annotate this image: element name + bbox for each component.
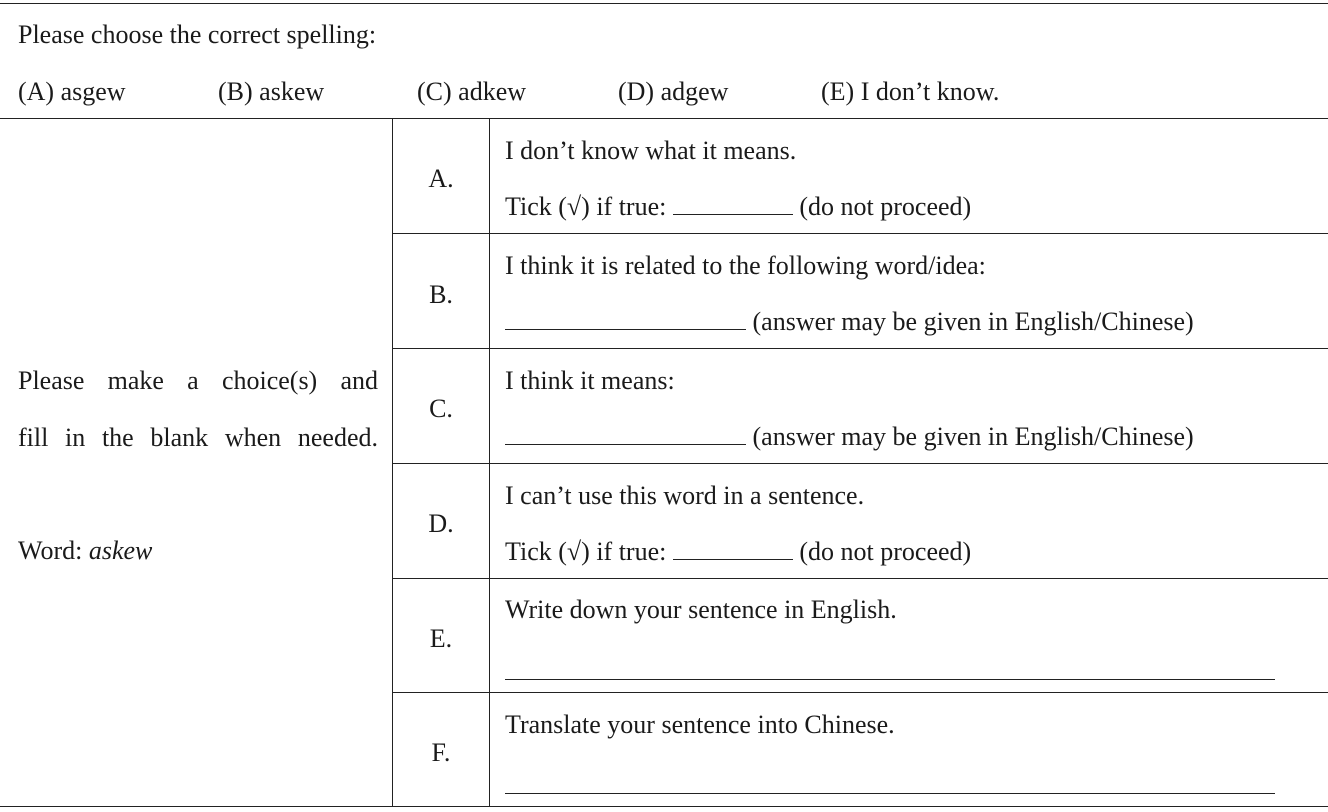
instruction-word: make: [107, 366, 164, 395]
answer-note: (answer may be given in English/Chinese): [746, 422, 1194, 451]
row-d-tick-line: [505, 539, 971, 565]
top-rule: [0, 3, 1328, 4]
tick-prompt: Tick (√) if true:: [505, 537, 673, 566]
row-b-answer-line: [505, 309, 1194, 335]
instruction-word: in: [65, 423, 86, 452]
instruction-word: fill: [18, 423, 49, 452]
spelling-option-d[interactable]: (D) adgew: [618, 77, 729, 106]
row-c-answer-line: [505, 424, 1194, 450]
row-label-b: B.: [429, 280, 453, 309]
header-separator-rule: [0, 118, 1328, 119]
target-word: [18, 538, 152, 564]
instruction-word: needed.: [297, 423, 378, 452]
spelling-option-c[interactable]: (C) adkew: [417, 77, 527, 106]
instruction-word: and: [340, 366, 378, 395]
row-d-statement: I can’t use this word in a sentence.: [505, 481, 865, 510]
row-e-statement: Write down your sentence in English.: [505, 595, 897, 624]
row-separator-d-e: [392, 578, 1328, 579]
row-separator-c-d: [392, 463, 1328, 464]
word-label: Word:: [18, 536, 89, 565]
row-label-d: D.: [428, 509, 454, 538]
row-label-c: C.: [429, 394, 453, 423]
spelling-option-e[interactable]: (E) I don’t know.: [821, 77, 1000, 106]
tick-blank[interactable]: [673, 558, 793, 560]
row-a-tick-line: [505, 194, 971, 220]
spelling-option-b[interactable]: (B) askew: [218, 77, 325, 106]
instruction-word: blank: [150, 423, 209, 452]
row-label-a: A.: [428, 164, 454, 193]
spelling-option-a[interactable]: (A) asgew: [18, 77, 126, 106]
instructions-line-1: [18, 368, 378, 394]
row-c-statement: I think it means:: [505, 366, 675, 395]
instruction-word: the: [101, 423, 134, 452]
answer-blank[interactable]: [505, 328, 746, 330]
instruction-word: a: [187, 366, 199, 395]
english-sentence-blank[interactable]: [505, 679, 1275, 680]
row-label-e: E.: [429, 624, 453, 653]
answer-blank[interactable]: [505, 443, 746, 445]
row-label-f: F.: [431, 738, 451, 767]
instruction-word: Please: [18, 366, 85, 395]
tick-blank[interactable]: [673, 213, 793, 215]
chinese-sentence-blank[interactable]: [505, 793, 1275, 794]
spelling-prompt: Please choose the correct spelling:: [18, 20, 377, 49]
word-value: askew: [88, 536, 153, 565]
answer-note: (answer may be given in English/Chinese): [746, 307, 1194, 336]
row-separator-b-c: [392, 348, 1328, 349]
row-a-statement: I don’t know what it means.: [505, 136, 797, 165]
instruction-word: choice(s): [221, 366, 318, 395]
tick-prompt: Tick (√) if true:: [505, 192, 673, 221]
row-separator-e-f: [392, 692, 1328, 693]
instruction-word: when: [224, 423, 282, 452]
row-f-statement: Translate your sentence into Chinese.: [505, 710, 895, 739]
bottom-rule: [0, 806, 1328, 807]
tick-note: (do not proceed): [792, 192, 972, 221]
row-b-statement: I think it is related to the following word/idea:: [505, 251, 986, 280]
row-separator-a-b: [392, 233, 1328, 234]
tick-note: (do not proceed): [792, 537, 972, 566]
instructions-line-2: [18, 425, 378, 451]
